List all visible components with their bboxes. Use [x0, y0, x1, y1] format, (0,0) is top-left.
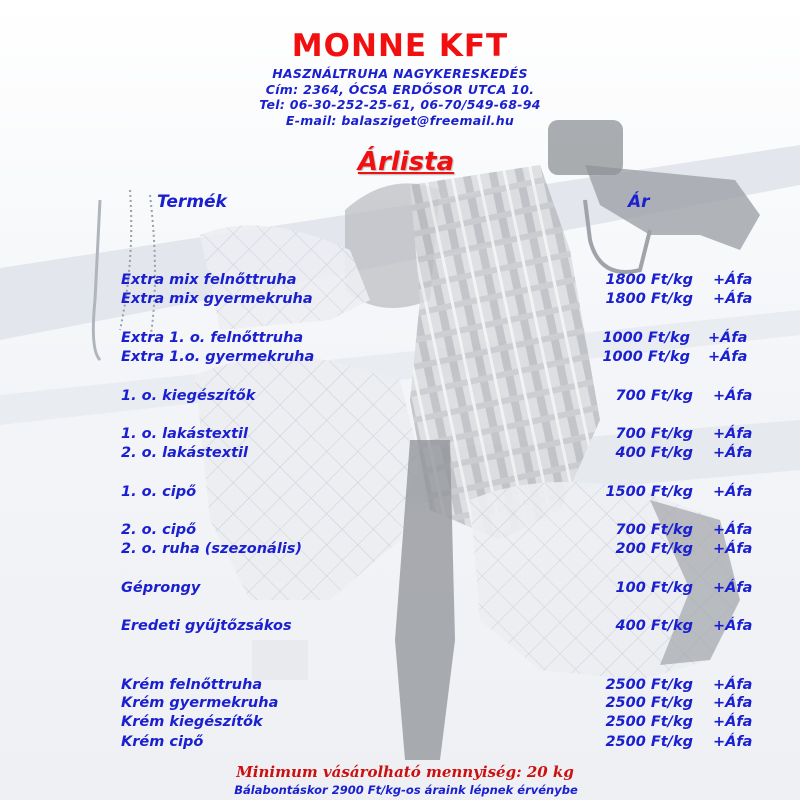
vat-label: +Áfa — [713, 426, 753, 442]
product-price: 2500 Ft/kg — [605, 695, 693, 711]
product-name: 1. o. kiegészítők — [121, 388, 256, 404]
vat-label: +Áfa — [713, 695, 753, 711]
product-name: 1. o. lakástextil — [121, 426, 248, 442]
product-price: 400 Ft/kg — [615, 618, 693, 634]
company-name: MONNE KFT — [291, 28, 509, 64]
product-price: 200 Ft/kg — [615, 541, 693, 557]
product-price: 700 Ft/kg — [615, 522, 693, 538]
product-name: Krém kiegészítők — [121, 714, 263, 730]
product-price: 700 Ft/kg — [615, 426, 693, 442]
product-price: 700 Ft/kg — [615, 388, 693, 404]
column-header-product: Termék — [157, 192, 227, 212]
product-price: 100 Ft/kg — [615, 580, 693, 596]
vat-label: +Áfa — [713, 714, 753, 730]
vat-label: +Áfa — [713, 541, 753, 557]
column-header-price: Ár — [628, 192, 650, 212]
product-price: 1800 Ft/kg — [605, 291, 693, 307]
product-name: Krém cipő — [121, 734, 204, 750]
price-list-title: Árlista — [357, 147, 455, 177]
product-name: Krém felnőttruha — [121, 677, 263, 693]
product-name: 2. o. cipő — [121, 522, 197, 538]
vat-label: +Áfa — [713, 580, 753, 596]
product-name: Krém gyermekruha — [121, 695, 279, 711]
vat-label: +Áfa — [713, 291, 753, 307]
vat-label: +Áfa — [713, 734, 753, 750]
bale-opening-note: Bálabontáskor 2900 Ft/kg-os áraink lépnek érvénybe — [234, 783, 578, 797]
product-name: Extra mix felnőttruha — [121, 272, 297, 288]
vat-label: +Áfa — [713, 445, 753, 461]
product-price: 1000 Ft/kg — [602, 330, 690, 346]
product-price: 1000 Ft/kg — [602, 349, 690, 365]
product-name: Extra 1.o. gyermekruha — [121, 349, 315, 365]
company-address: Cím: 2364, ÓCSA ERDŐSOR UTCA 10. — [265, 82, 535, 97]
product-name: 2. o. ruha (szezonális) — [121, 541, 303, 557]
product-price: 2500 Ft/kg — [605, 734, 693, 750]
company-phone: Tel: 06-30-252-25-61, 06-70/549-68-94 — [259, 97, 541, 112]
product-name: Extra 1. o. felnőttruha — [121, 330, 304, 346]
product-name: Eredeti gyűjtőzsákos — [121, 618, 292, 634]
product-name: Géprongy — [121, 580, 201, 596]
company-email: E-mail: balasziget@freemail.hu — [285, 113, 515, 128]
vat-label: +Áfa — [713, 484, 753, 500]
product-name: Extra mix gyermekruha — [121, 291, 313, 307]
product-price: 400 Ft/kg — [615, 445, 693, 461]
product-name: 1. o. cipő — [121, 484, 197, 500]
vat-label: +Áfa — [713, 618, 753, 634]
vat-label: +Áfa — [713, 388, 753, 404]
vat-label: +Áfa — [713, 272, 753, 288]
minimum-quantity-note: Minimum vásárolható mennyiség: 20 kg — [236, 763, 574, 781]
vat-label: +Áfa — [713, 677, 753, 693]
product-price: 2500 Ft/kg — [605, 677, 693, 693]
vat-label: +Áfa — [708, 349, 748, 365]
product-name: 2. o. lakástextil — [121, 445, 248, 461]
vat-label: +Áfa — [708, 330, 748, 346]
product-price: 1500 Ft/kg — [605, 484, 693, 500]
vat-label: +Áfa — [713, 522, 753, 538]
product-price: 2500 Ft/kg — [605, 714, 693, 730]
product-price: 1800 Ft/kg — [605, 272, 693, 288]
company-subtitle: HASZNÁLTRUHA NAGYKERESKEDÉS — [272, 66, 528, 81]
